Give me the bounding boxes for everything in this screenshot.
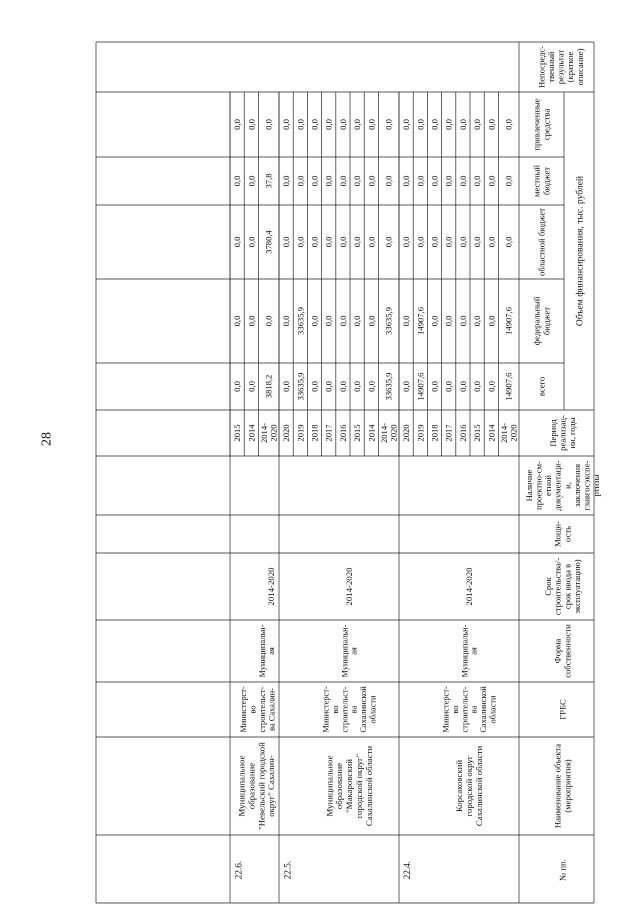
cell-federal: 0,0 bbox=[232, 315, 243, 327]
cell-period: 2014-2020 bbox=[378, 422, 399, 444]
cell-local: 0,0 bbox=[472, 175, 483, 187]
header-form: Формасобственности bbox=[552, 624, 573, 678]
cell-total: 0,0 bbox=[232, 381, 243, 392]
item-grbs: Министерст-востроительст-ва Сахалин- bbox=[239, 686, 277, 733]
cell-regional: 0,0 bbox=[295, 236, 306, 248]
cell-total: 0,0 bbox=[323, 381, 334, 392]
cell-federal: 0,0 bbox=[352, 315, 363, 327]
cell-local: 0,0 bbox=[503, 175, 514, 187]
cell-local: 0,0 bbox=[366, 175, 377, 187]
cell-period: 2015 bbox=[352, 424, 363, 442]
cell-attracted: 0,0 bbox=[443, 119, 454, 130]
cell-local: 0,0 bbox=[295, 175, 306, 187]
header-term: Срокстроительства/-срок ввода вэксплуатацию) bbox=[543, 557, 582, 616]
cell-regional: 0,0 bbox=[401, 236, 412, 248]
item-no: 22.4. bbox=[402, 860, 413, 880]
cell-period: 2014-2020 bbox=[498, 422, 519, 444]
header-federal: федеральныйбюджет bbox=[531, 296, 552, 346]
cell-total: 0,0 bbox=[457, 381, 468, 392]
cell-total: 0,0 bbox=[246, 381, 257, 392]
cell-attracted: 0,0 bbox=[472, 119, 483, 130]
header-attracted: привлеченныесредства bbox=[531, 98, 552, 151]
cell-federal: 0,0 bbox=[281, 315, 292, 327]
cell-total: 0,0 bbox=[486, 381, 497, 392]
cell-attracted: 0,0 bbox=[295, 119, 306, 130]
cell-local: 0,0 bbox=[486, 175, 497, 187]
cell-total: 0,0 bbox=[443, 381, 454, 392]
item-name: Корсаковскийгородской округСахалинской области bbox=[454, 745, 484, 827]
item-form: Муниципальн-ая bbox=[257, 624, 277, 678]
cell-regional: 0,0 bbox=[281, 236, 292, 248]
cell-period: 2014-2020 bbox=[258, 422, 279, 444]
item-no: 22.6. bbox=[233, 860, 244, 880]
table-content bbox=[232, 46, 601, 881]
cell-attracted: 0,0 bbox=[263, 119, 274, 130]
cell-federal: 0,0 bbox=[457, 315, 468, 327]
cell-total: 14907,6 bbox=[415, 372, 426, 401]
cell-period: 2017 bbox=[323, 424, 334, 442]
item-term: 2014-2020 bbox=[344, 567, 355, 606]
cell-federal: 0,0 bbox=[472, 315, 483, 327]
cell-local: 0,0 bbox=[337, 175, 348, 187]
header-local: местныйбюджет bbox=[531, 164, 552, 198]
cell-local: 0,0 bbox=[323, 175, 334, 187]
cell-attracted: 0,0 bbox=[457, 119, 468, 130]
cell-total: 0,0 bbox=[429, 381, 440, 392]
cell-attracted: 0,0 bbox=[352, 119, 363, 130]
cell-total: 33635,9 bbox=[295, 372, 306, 401]
cell-attracted: 0,0 bbox=[401, 119, 412, 130]
item-no: 22.5. bbox=[282, 860, 293, 880]
cell-period: 2019 bbox=[415, 424, 426, 442]
cell-total: 0,0 bbox=[366, 381, 377, 392]
cell-period: 2018 bbox=[309, 424, 320, 442]
cell-regional: 0,0 bbox=[472, 236, 483, 248]
item-term: 2014-2020 bbox=[464, 567, 475, 606]
cell-attracted: 0,0 bbox=[281, 119, 292, 130]
cell-federal: 0,0 bbox=[337, 315, 348, 327]
item-name: Муниципальноеобразование"Невельский городскойокруг" Сахалин- bbox=[236, 742, 277, 830]
cell-regional: 0,0 bbox=[503, 236, 514, 248]
cell-federal: 14907,6 bbox=[503, 307, 514, 335]
cell-local: 0,0 bbox=[401, 175, 412, 187]
cell-federal: 0,0 bbox=[309, 315, 320, 327]
cell-attracted: 0,0 bbox=[309, 119, 320, 130]
cell-federal: 0,0 bbox=[443, 315, 454, 327]
cell-total: 0,0 bbox=[401, 381, 412, 392]
cell-federal: 0,0 bbox=[429, 315, 440, 327]
item-form: Муниципальн-ая bbox=[340, 624, 359, 678]
cell-local: 0,0 bbox=[352, 175, 363, 187]
cell-attracted: 0,0 bbox=[323, 119, 334, 130]
cell-regional: 0,0 bbox=[366, 236, 377, 248]
cell-total: 14907,6 bbox=[503, 372, 514, 401]
cell-period: 2016 bbox=[457, 424, 468, 442]
cell-federal: 0,0 bbox=[246, 315, 257, 327]
cell-total: 3818,2 bbox=[263, 374, 274, 399]
cell-federal: 0,0 bbox=[263, 315, 274, 327]
cell-federal: 14907,6 bbox=[415, 307, 426, 335]
cell-local: 0,0 bbox=[429, 175, 440, 187]
cell-regional: 0,0 bbox=[232, 236, 243, 248]
cell-federal: 0,0 bbox=[486, 315, 497, 327]
cell-period: 2015 bbox=[472, 424, 483, 442]
cell-attracted: 0,0 bbox=[232, 119, 243, 130]
cell-federal: 0,0 bbox=[366, 315, 377, 327]
cell-period: 2020 bbox=[281, 424, 292, 442]
cell-period: 2015 bbox=[232, 424, 243, 442]
cell-attracted: 0,0 bbox=[337, 119, 348, 130]
cell-local: 0,0 bbox=[443, 175, 454, 187]
cell-period: 2014 bbox=[246, 424, 257, 442]
cell-local: 0,0 bbox=[281, 175, 292, 187]
cell-regional: 0,0 bbox=[337, 236, 348, 248]
cell-regional: 0,0 bbox=[383, 236, 394, 248]
cell-regional: 0,0 bbox=[323, 236, 334, 248]
header-total: всего bbox=[536, 376, 547, 397]
cell-local: 0,0 bbox=[383, 175, 394, 187]
cell-local: 37,8 bbox=[263, 173, 274, 189]
cell-total: 0,0 bbox=[472, 381, 483, 392]
item-form: Муниципальн-ая bbox=[460, 624, 479, 678]
cell-period: 2014 bbox=[486, 424, 497, 442]
cell-attracted: 0,0 bbox=[383, 119, 394, 130]
cell-period: 2019 bbox=[295, 424, 306, 442]
cell-federal: 33635,9 bbox=[295, 307, 306, 335]
cell-regional: 3780,4 bbox=[263, 230, 274, 254]
cell-regional: 0,0 bbox=[246, 236, 257, 248]
header-docs: Наличиепроектно-см-етнойдокументаци-и,заключенияглавгосэкспе-ртизы bbox=[523, 460, 602, 511]
cell-period: 2016 bbox=[337, 424, 348, 442]
cell-regional: 0,0 bbox=[429, 236, 440, 248]
cell-period: 2020 bbox=[401, 424, 412, 442]
item-term: 2014-2020 bbox=[266, 567, 277, 606]
cell-total: 33635,9 bbox=[383, 372, 394, 401]
cell-regional: 0,0 bbox=[457, 236, 468, 248]
cell-attracted: 0,0 bbox=[486, 119, 497, 130]
header-funding: Объем финансирования, тыс. рублей bbox=[574, 175, 586, 327]
cell-local: 0,0 bbox=[457, 175, 468, 187]
cell-federal: 0,0 bbox=[401, 315, 412, 327]
cell-regional: 0,0 bbox=[486, 236, 497, 248]
cell-total: 0,0 bbox=[281, 381, 292, 392]
cell-period: 2018 bbox=[429, 424, 440, 442]
header-period: Периодреализац-ии, годы bbox=[547, 415, 578, 451]
item-grbs: Министерст-востроительст-ваСахалинскойобласти bbox=[321, 686, 378, 733]
cell-attracted: 0,0 bbox=[366, 119, 377, 130]
cell-local: 0,0 bbox=[246, 175, 257, 187]
cell-federal: 33635,9 bbox=[383, 307, 394, 335]
header-regional: областной бюджет bbox=[536, 208, 547, 276]
cell-attracted: 0,0 bbox=[415, 119, 426, 130]
cell-period: 2017 bbox=[443, 424, 454, 442]
cell-local: 0,0 bbox=[232, 175, 243, 187]
cell-regional: 0,0 bbox=[415, 236, 426, 248]
cell-total: 0,0 bbox=[337, 381, 348, 392]
cell-total: 0,0 bbox=[352, 381, 363, 392]
cell-federal: 0,0 bbox=[323, 315, 334, 327]
header-result: Непосредс-твенныйрезультат(краткоеописание) bbox=[536, 46, 585, 88]
cell-total: 0,0 bbox=[309, 381, 320, 392]
header-no: № пп. bbox=[557, 859, 568, 881]
header-name: Наименование объекта(мероприятия) bbox=[552, 743, 573, 829]
header-grbs: ГРБС bbox=[557, 699, 568, 720]
cell-regional: 0,0 bbox=[443, 236, 454, 248]
item-name: Муниципальноеобразование"Макаровскийгородской округ"Сахалинской области bbox=[324, 745, 374, 827]
cell-local: 0,0 bbox=[415, 175, 426, 187]
cell-regional: 0,0 bbox=[309, 236, 320, 248]
cell-attracted: 0,0 bbox=[429, 119, 440, 130]
item-grbs: Министерст-востроительст-ваСахалинскойобласти bbox=[441, 686, 498, 733]
cell-attracted: 0,0 bbox=[503, 119, 514, 130]
cell-local: 0,0 bbox=[309, 175, 320, 187]
cell-period: 2014 bbox=[366, 424, 377, 442]
page-number: 28 bbox=[39, 432, 55, 446]
header-power: Мощн-ость bbox=[552, 521, 573, 547]
cell-regional: 0,0 bbox=[352, 236, 363, 248]
cell-attracted: 0,0 bbox=[246, 119, 257, 130]
